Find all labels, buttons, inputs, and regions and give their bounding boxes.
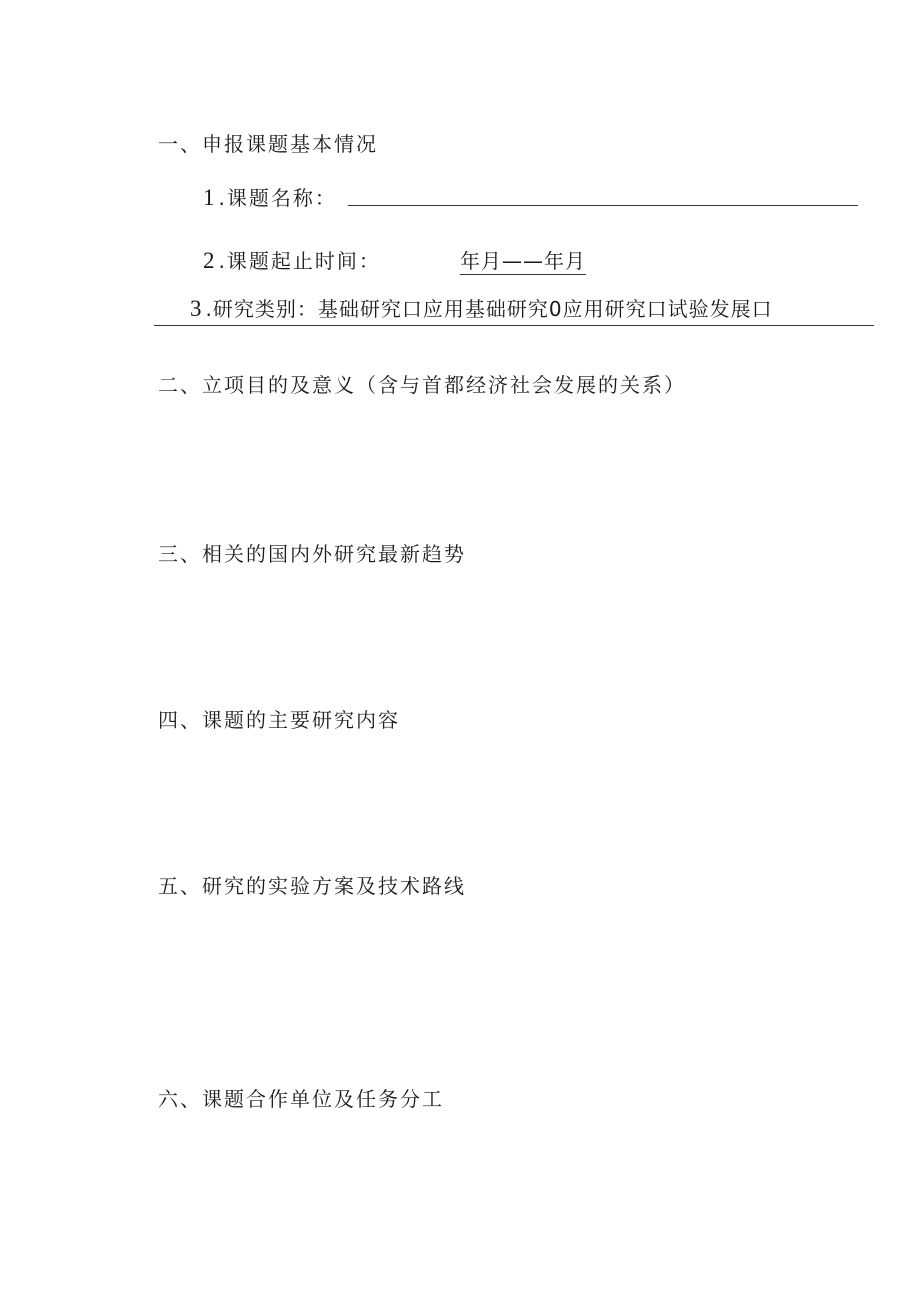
section-5-heading: 五、研究的实验方案及技术路线: [158, 874, 466, 898]
project-period-row: [203, 249, 381, 273]
project-name-field[interactable]: [348, 205, 858, 206]
section-4-heading: 四、课题的主要研究内容: [158, 708, 400, 732]
item-number-3: 3: [190, 296, 202, 321]
section-1-heading: 一、申报课题基本情况: [158, 132, 378, 156]
project-name-label: .课题名称：: [218, 186, 337, 210]
research-category-row: [190, 297, 773, 321]
project-period-field[interactable]: 年月——年月: [460, 249, 586, 273]
project-period-label: .课题起止时间：: [218, 249, 381, 273]
section-3-heading: 三、相关的国内外研究最新趋势: [158, 542, 466, 566]
item-number-1: 1: [203, 185, 215, 210]
research-category-options[interactable]: 基础研究口应用基础研究0应用研究口试验发展口: [317, 297, 773, 321]
research-category-label: .研究类别：: [205, 297, 318, 321]
item-number-2: 2: [203, 248, 215, 273]
project-name-row: [203, 186, 337, 210]
section-1-divider: [154, 325, 874, 326]
section-6-heading: 六、课题合作单位及任务分工: [158, 1087, 444, 1111]
section-2-heading: 二、立项目的及意义（含与首都经济社会发展的关系）: [158, 373, 686, 397]
